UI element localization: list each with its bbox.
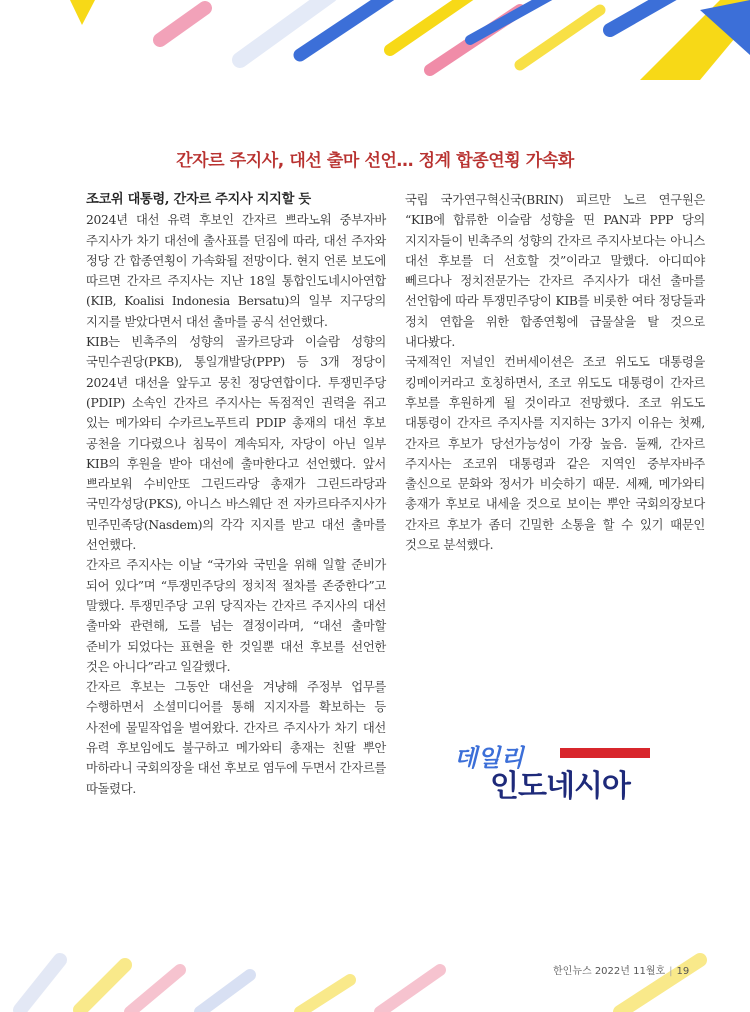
article-headline: 간자르 주지사, 대선 출마 선언… 정계 합종연횡 가속화 xyxy=(176,151,574,171)
article-left-column xyxy=(86,190,386,799)
top-decoration xyxy=(0,0,750,90)
footer-publication: 한인뉴스 2022년 11월호 xyxy=(553,966,666,977)
logo-main-text: 인도네시아 xyxy=(490,769,630,802)
logo-top-text: 데일리 xyxy=(454,744,524,772)
daily-indonesia-logo xyxy=(450,740,655,802)
article-paragraph: 간자르 주지사는 이날 “국가와 국민을 위해 일할 준비가 되어 있다”며 “투쟁민주당의 정치적 절차를 존중한다”고 말했다. 투쟁민주당 고위 당직자는 간자르 주지사의 대선 출마와 관련해, 도를 넘는 결정이라며, “대선 출마할 준비가 되었다는 표현을 한 것일뿐 대선 후보를 선언한 것은 아니다”라고 일갈했다. xyxy=(86,558,386,674)
article-paragraph: 국제적인 저널인 컨버세이션은 조코 위도도 대통령을 킹메이커라고 호칭하면서, 조코 위도도 대통령이 간자르 후보를 후원하게 될 것이라고 전망했다. 조코 위도도 대통령이 간자르 주지사를 지지하는 3가지 이유는 첫째, 간자르 후보가 당선가능성이 가장 높음. 둘째, 간자르 주지사는 조코위 대통령과 같은 지역인 중부자바주 출신으로 문화와 정서가 비슷하기 때문. 세째, 메가와티 총재가 후보로 내세울 것으로 보이는 뿌안 국회의장보다 간자르 후보가 좀더 긴밀한 소통을 할 수 있기 때문인 것으로 분석했다. xyxy=(405,355,705,553)
article-subheading: 조코위 대통령, 간자르 주지사 지지할 듯 xyxy=(86,192,311,207)
article-paragraph: 간자르 후보는 그동안 대선을 겨냥해 주정부 업무를 수행하면서 소셜미디어를 통해 지지자를 확보하는 등 사전에 물밑작업을 벌여왔다. 간자르 주지사가 차기 대선 유력 후보임에도 불구하고 메가와티 총재는 친딸 뿌안 마하라니 국회의장을 대선 후보로 염두에 두면서 간자르를 따돌렸다. xyxy=(86,680,386,796)
footer-separator: | xyxy=(669,966,673,977)
article-right-column xyxy=(405,190,705,555)
article-paragraph: 국립 국가연구혁신국(BRIN) 피르만 노르 연구원은 “KIB에 합류한 이슬람 성향을 띤 PAN과 PPP 당의 지지자들이 빈촉주의 성향의 간자르 주지사보다는 아니스 대선 후보를 더 선호할 것”이라고 말했다. 아디띠야 뻬르다나 정치전문가는 간자르 주지사가 대선 출마를 선언함에 따라 투쟁민주당이 KIB를 비롯한 여타 정당들과 정치 연합을 위한 합종연횡에 급물살을 탈 것으로 내다봤다. xyxy=(405,193,705,350)
article-paragraph: KIB는 빈촉주의 성향의 골카르당과 이슬람 성향의 국민수권당(PKB), 통일개발당(PPP) 등 3개 정당이 2024년 대선을 앞두고 뭉친 정당연합이다. 투쟁민주당(PDIP) 소속인 간자르 주지사는 독점적인 권력을 쥐고 있는 메가와티 수카르노푸트리 PDIP 총재의 대선 후보 공천을 기다렸으나 침묵이 계속되자, 자당이 아닌 일부 KIB의 후원을 받아 대선에 출마한다고 선언했다. 앞서 쁘라보워 수비안또 그린드라당 총재가 그린드라당과 국민각성당(PKS), 아니스 바스웨단 전 자카르타주지사가 민주민족당(Nasdem)의 각각 지지를 받고 대선 출마를 선언했다. xyxy=(86,335,386,553)
article-paragraph: 2024년 대선 유력 후보인 간자르 쁘라노워 중부자바 주지사가 차기 대선에 출사표를 던짐에 따라, 대선 주자와 정당 간 합종연횡이 가속화될 전망이다. 현지 언론 보도에 따르면 간자르 주지사는 지난 18일 통합인도네시아연합(KIB, Koalisi Indonesia Bersatu)의 일부 지구당의 지지를 받았다면서 대선 출마를 공식 선언했다. xyxy=(86,213,386,329)
page-number: 19 xyxy=(676,966,690,977)
page-footer xyxy=(553,962,689,977)
